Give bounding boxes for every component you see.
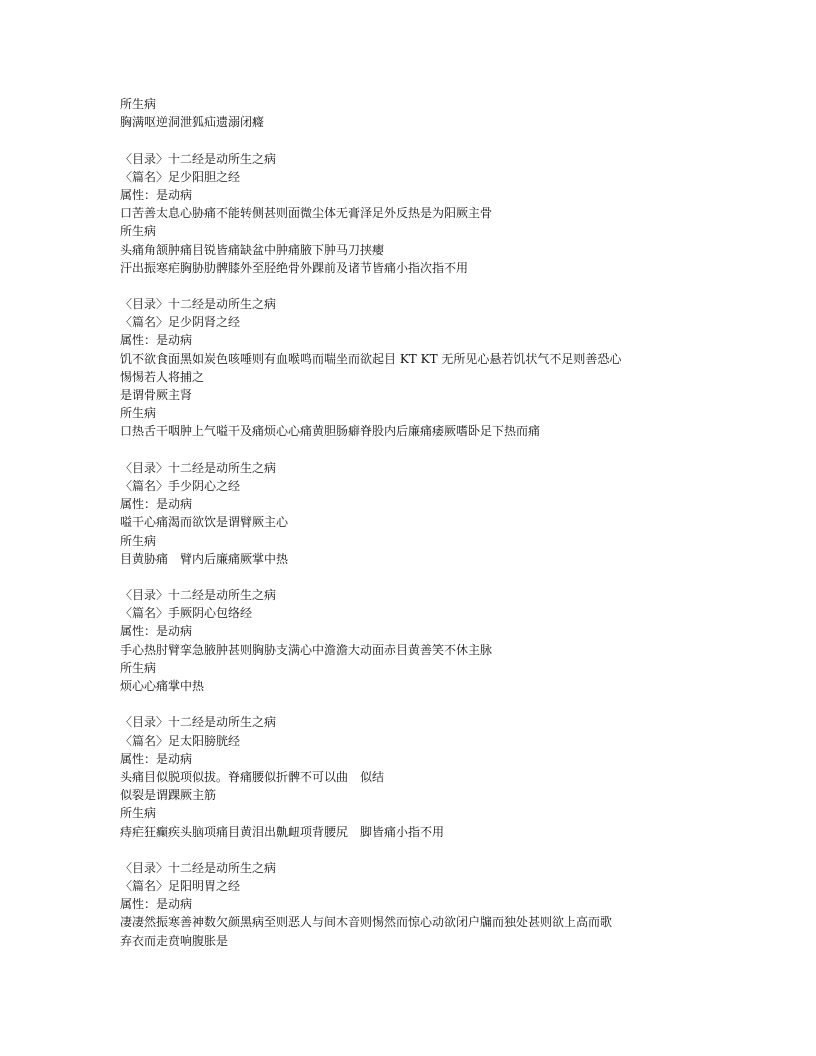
text-line: 是谓骨厥主肾: [120, 388, 193, 402]
text-line: 头痛角颔肿痛目锐皆痛缺盆中肿痛腋下肿马刀挟瘿: [120, 242, 385, 257]
section-title-line: 〈篇名〉手少阴心之经: [120, 478, 241, 493]
blank-line: [120, 277, 760, 295]
blank-line: [120, 568, 760, 586]
section-catalog-line: 〈目录〉十二经是动所生之病: [120, 151, 277, 166]
section-title-line: 〈篇名〉足太阳膀胱经: [120, 733, 241, 748]
text-line: 口热舌干咽肿上气嗌干及痛烦心心痛黄胆肠癖脊股内后廉痛痿厥嗜卧足下热而痛: [120, 424, 541, 439]
section-catalog-line: 〈目录〉十二经是动所生之病: [120, 715, 277, 730]
section-attribute-line: 属性：是动病: [120, 624, 193, 639]
section-title-line: 〈篇名〉手厥阴心包络经: [120, 606, 253, 621]
text-line: 痔疟狂癫疾头脑项痛目黄泪出鼽衄项背腰尻 脚皆痛小指不用: [120, 824, 445, 839]
text-line: 似裂是谓踝厥主筋: [120, 788, 217, 803]
blank-line: [120, 441, 760, 459]
text-line: 所生病: [120, 806, 157, 821]
section-attribute-line: 属性：是动病: [120, 333, 193, 348]
section-catalog-line: 〈目录〉十二经是动所生之病: [120, 460, 277, 475]
text-line: 汗出振寒疟胸胁肋髀膝外至胫绝骨外踝前及诸节皆痛小指次指不用: [120, 260, 469, 275]
text-line: 凄凄然振寒善神数欠颜黑病至则恶人与间木音则惕然而惊心动欲闭户牖而独处甚则欲上高而歌: [120, 915, 613, 930]
blank-line: [120, 841, 760, 859]
section-attribute-line: 属性：是动病: [120, 751, 193, 766]
text-line: 胸满呕逆洞泄狐疝遗溺闭癃: [120, 115, 265, 130]
text-line: 所生病: [120, 97, 157, 111]
text-line: 饥不欲食面黑如炭色咳唾则有血喉鸣而喘坐而欲起目 KT KT 无所见心悬若饥状气不足则善恐心: [120, 351, 622, 366]
text-line: 嗌干心痛渴而欲饮是谓臂厥主心: [120, 515, 289, 530]
section-attribute-line: 属性：是动病: [120, 897, 193, 912]
text-line: 手心热肘臂挛急腋肿甚则胸胁支满心中澹澹大动面赤目黄善笑不休主脉: [120, 642, 493, 657]
text-line: 所生病: [120, 406, 157, 421]
section-catalog-line: 〈目录〉十二经是动所生之病: [120, 588, 277, 603]
text-line: 口苦善太息心胁痛不能转侧甚则面微尘体无膏泽足外反热是为阳厥主骨: [120, 206, 493, 221]
text-line: 目黄胁痛 臂内后廉痛厥掌中热: [120, 551, 289, 566]
section-attribute-line: 属性：是动病: [120, 497, 193, 512]
blank-line: [120, 695, 760, 713]
document-body: [120, 95, 760, 950]
section-title-line: 〈篇名〉足阳明胃之经: [120, 879, 241, 894]
section-title-line: 〈篇名〉足少阴肾之经: [120, 315, 241, 330]
text-line: 烦心心痛掌中热: [120, 679, 205, 693]
text-line: 所生病: [120, 224, 157, 239]
text-line: 弃衣而走贲响腹胀是: [120, 933, 229, 948]
text-line: 所生病: [120, 660, 157, 675]
section-catalog-line: 〈目录〉十二经是动所生之病: [120, 297, 277, 312]
text-line: 所生病: [120, 533, 157, 548]
text-line: 头痛目似脱项似拔。脊痛腰似折髀不可以曲 似结: [120, 769, 385, 784]
blank-line: [120, 131, 760, 149]
section-title-line: 〈篇名〉足少阳胆之经: [120, 169, 241, 184]
section-catalog-line: 〈目录〉十二经是动所生之病: [120, 860, 277, 875]
section-attribute-line: 属性：是动病: [120, 187, 193, 202]
text-line: 惕惕若人将捕之: [120, 369, 205, 384]
